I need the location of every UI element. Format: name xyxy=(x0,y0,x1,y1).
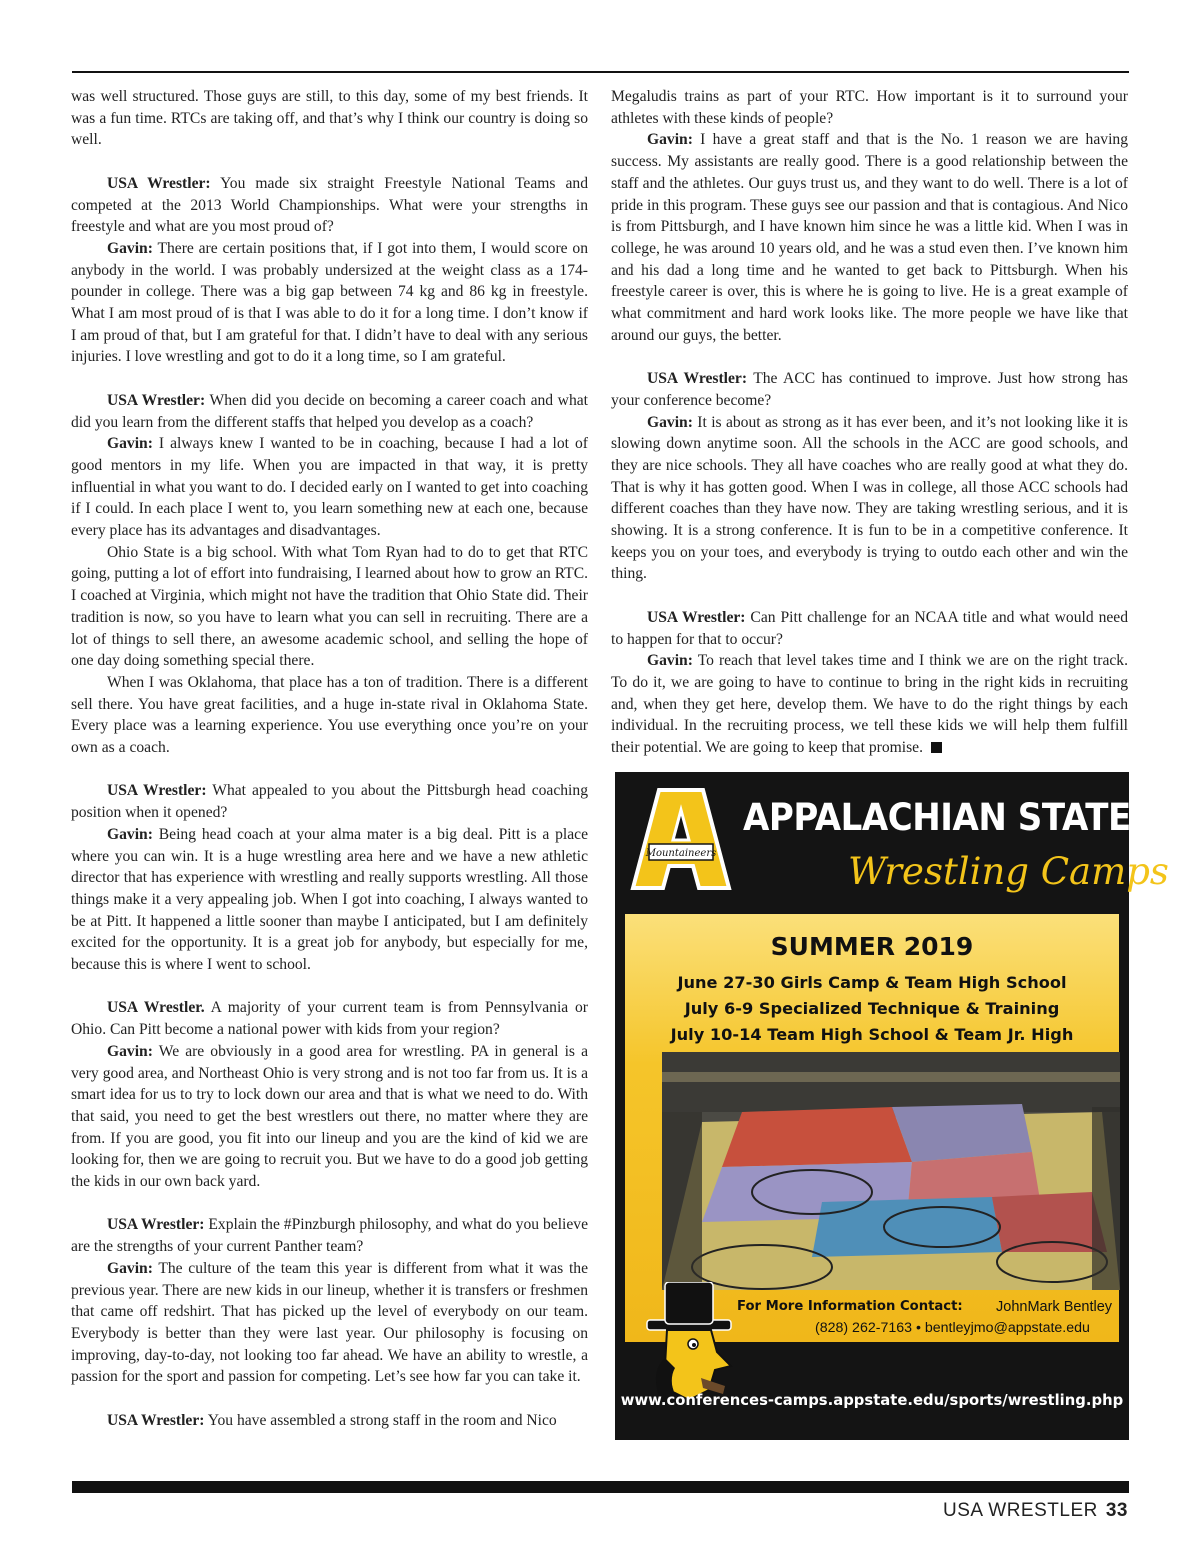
appalachian-a-logo-icon xyxy=(629,784,733,894)
paragraph xyxy=(71,1410,588,1432)
page-number: 33 xyxy=(1105,1500,1128,1521)
speaker-label: USA Wrestler: xyxy=(107,391,206,409)
schedule-item: July 10-14 Team High School & Team Jr. High xyxy=(670,1024,1074,1044)
ad-contact-line: (828) 262-7163 • bentleyjmo@appstate.edu xyxy=(815,1320,1090,1336)
speaker-label: USA Wrestler: xyxy=(647,370,748,388)
paragraph-text: What appealed to you about the Pittsburgh head coaching position when it opened? xyxy=(71,782,588,822)
paragraph xyxy=(71,390,588,433)
speaker-label: USA Wrestler: xyxy=(647,608,746,626)
paragraph-text: When I was Oklahoma, that place has a ton of tradition. There is a different sell there. You have great facilities, and a huge in-state rival in Oklahoma State. Every place was a learning experience. You use everything once you’re on your own as a coach. xyxy=(71,673,588,757)
speaker-label: Gavin: xyxy=(107,239,153,257)
ad-contact-label: For More Information Contact: xyxy=(737,1299,963,1314)
ad-contact-name: JohnMark Bentley xyxy=(996,1299,1113,1315)
paragraph xyxy=(611,607,1128,650)
appalachian-state-ad xyxy=(615,772,1169,1440)
paragraph-text: Explain the #Pinzburgh philosophy, and what do you believe are the strengths of your current Panther team? xyxy=(71,1216,588,1256)
paragraph-text: It is about as strong as it has ever been, and it’s not looking like it is slowing down anytime soon. All the schools in the ACC are good schools, and they are nice schools. They all have coaches who are really good at what they do. That is why it has gotten good. When I was in college, all those ACC schools had different coaches than they have now. They are taking wrestling serious, and it is showing. It is a strong conference. It is fun to be in a competitive conference. It keeps you on your toes, and everybody is trying to outdo each other and win the thing. xyxy=(611,413,1128,583)
paragraph-text: When did you decide on becoming a career coach and what did you learn from the different staffs that helped you develop as a coach? xyxy=(71,391,588,431)
paragraph-text: The ACC has continued to improve. Just how strong has your conference become? xyxy=(611,370,1128,409)
ad-url: www.conferences-camps.appstate.edu/sports/wrestling.php xyxy=(620,1392,1124,1409)
speaker-label: Gavin: xyxy=(647,413,693,431)
paragraph xyxy=(611,368,1128,411)
speaker-label: USA Wrestler. xyxy=(107,999,205,1017)
paragraph xyxy=(71,1258,588,1388)
speaker-label: USA Wrestler: xyxy=(107,174,211,192)
speaker-label: Gavin: xyxy=(107,825,153,843)
paragraph-text: Can Pitt challenge for an NCAA title and what would need to happen for that to occur? xyxy=(611,608,1129,648)
paragraph-text: Ohio State is a big school. With what Tom Ryan had to do to get that RTC going, putting a lot of effort into fundraising, I learned about how to grow an RTC. I coached at Virginia, which might not have the tradition that Ohio State did. Their tradition is now, so you have to learn what you can sell in recruiting. There are a lot of things to sell there, an awesome academic school, and selling the hope of one day doing something special there. xyxy=(71,543,588,670)
paragraph xyxy=(71,86,588,151)
speaker-label: Gavin: xyxy=(107,1042,153,1060)
article-column-right xyxy=(611,86,1128,759)
page-footer xyxy=(943,1500,1128,1522)
ad-season: SUMMER 2019 xyxy=(770,932,974,961)
paragraph xyxy=(611,412,1128,586)
logo-script-text: Mountaineers xyxy=(645,848,717,859)
paragraph-text: You have assembled a strong staff in the room and Nico xyxy=(204,1411,557,1429)
paragraph xyxy=(611,129,1128,346)
paragraph-text: The culture of the team this year is different from what it was the previous year. There are new kids in our lineup, whether it is transfers or freshmen that came off redshirt. That has picked up the level of everybody on our team. Everybody is better than they were last year. Our philosophy is focusing on improving, day-to-day, not looking too far ahead. We have an ability to wrestle, a passion for the sport and passion for competing. Let’s see how far you can take it. xyxy=(71,1259,588,1386)
paragraph xyxy=(611,86,1128,129)
paragraph xyxy=(71,1214,588,1257)
paragraph-text: To reach that level takes time and I think we are on the right track. To do it, we are going to have to continue to bring in the right kids in recruiting and, when they get here, develop them. We have to do the right things by each individual. In the recruiting process, we tell these kids we will help them fulfill their potential. We are going to keep that promise. xyxy=(611,652,1128,757)
wrestling-gym-photo xyxy=(662,1052,1120,1290)
paragraph-text: Megaludis trains as part of your RTC. How important is it to surround your athletes with these kinds of people? xyxy=(611,88,1128,127)
ad-title: APPALACHIAN STATE xyxy=(743,796,1131,839)
paragraph xyxy=(71,238,588,368)
paragraph-text: You made six straight Freestyle National Teams and competed at the 2013 World Championships. What were your strengths in freestyle and what are you most proud of? xyxy=(71,174,588,236)
paragraph-text: I have a great staff and that is the No. 1 reason we are having success. My assistants are really good. There is a good relationship between the staff and the athletes. Our guys trust us, and they want to do well. There is a lot of pride in this program. These guys see our passion and that is contagious. And Nico is from Pittsburgh, and I have known him since he was a little kid. When I was in college, he was around 10 years old, and he was a stud even then. I’ve known him and his dad a long time and he wanted to get back to Pittsburgh. When his freestyle career is over, this is where he is going to live. He is a great example of what commitment and hard work looks like. The more people we have like that around our guys, the better. xyxy=(611,131,1128,344)
end-of-article-mark xyxy=(931,742,942,753)
paragraph xyxy=(71,824,588,976)
paragraph xyxy=(71,542,588,672)
paragraph xyxy=(611,650,1128,759)
paragraph xyxy=(71,672,588,759)
ad-subtitle: Wrestling Camps xyxy=(848,850,1169,893)
speaker-label: Gavin: xyxy=(107,435,153,453)
article-column-left xyxy=(71,86,588,1432)
speaker-label: USA Wrestler: xyxy=(107,782,207,800)
paragraph xyxy=(71,997,588,1040)
speaker-label: Gavin: xyxy=(647,131,693,149)
paragraph-text: We are obviously in a good area for wrestling. PA in general is a very good area, and Northeast Ohio is very strong and is not too far from us. It is a smart idea for us to try to lock down our area and that is what we need to do. With that said, you need to get the best wrestlers out there, no matter where they are from. If you are good, you fit into our lineup and you are the kind of kid we are looking for, then we are going to recruit you. But we have to do a good job getting the kids in our own back yard. xyxy=(71,1042,588,1191)
paragraph xyxy=(71,780,588,823)
paragraph-text: was well structured. Those guys are still, to this day, some of my best friends. It was a fun time. RTCs are taking off, and that’s why I think our country is doing so well. xyxy=(71,88,588,149)
paragraph-text: Being head coach at your alma mater is a big deal. Pitt is a place where you can win. It is a huge wrestling area here and we have a new athletic director that has experience with wrestling and really supports wrestling. All those things make it a very appealing job. When I got into coaching, I always wanted to be at Pitt. It happened a little sooner than maybe I anticipated, but I am definitely excited for the opportunity. It is a great job for anybody, but especially for me, because this is where I went to school. xyxy=(71,825,588,974)
paragraph xyxy=(71,1041,588,1193)
top-rule xyxy=(72,71,1129,73)
paragraph xyxy=(71,173,588,238)
speaker-label: USA Wrestler: xyxy=(107,1411,205,1429)
paragraph-text: There are certain positions that, if I got into them, I would score on anybody in the world. I was probably undersized at the weight class as a 174-pounder in college. There was a big gap between 74 kg and 86 kg in freestyle. What I am most proud of is that I was able to do it for a long time. I don’t know if I am proud of that, but I am grateful for that. I didn’t have to deal with any serious injuries. I love wrestling and got to do it a long time, so I am grateful. xyxy=(71,239,588,366)
speaker-label: USA Wrestler: xyxy=(107,1216,205,1234)
ad-info-panel xyxy=(625,914,1119,1342)
publication-name: USA WRESTLER xyxy=(942,1500,1098,1521)
schedule-item: June 27-30 Girls Camp & Team High School xyxy=(677,973,1067,992)
speaker-label: Gavin: xyxy=(107,1259,153,1277)
paragraph-text: I always knew I wanted to be in coaching, because I had a lot of good mentors in my life. When you are impacted in that way, it is pretty influential in what you want to do. I decided early on I wanted to get into coaching if I could. In each place I went to, you learn something new at each one, because every place has its advantages and disadvantages. xyxy=(71,435,588,540)
paragraph xyxy=(71,433,588,542)
paragraph-text: A majority of your current team is from Pennsylvania or Ohio. Can Pitt become a national power with kids from your region? xyxy=(71,999,588,1039)
schedule-item: July 6-9 Specialized Technique & Training xyxy=(684,998,1060,1018)
speaker-label: Gavin: xyxy=(647,652,693,670)
bottom-rule xyxy=(72,1481,1129,1493)
